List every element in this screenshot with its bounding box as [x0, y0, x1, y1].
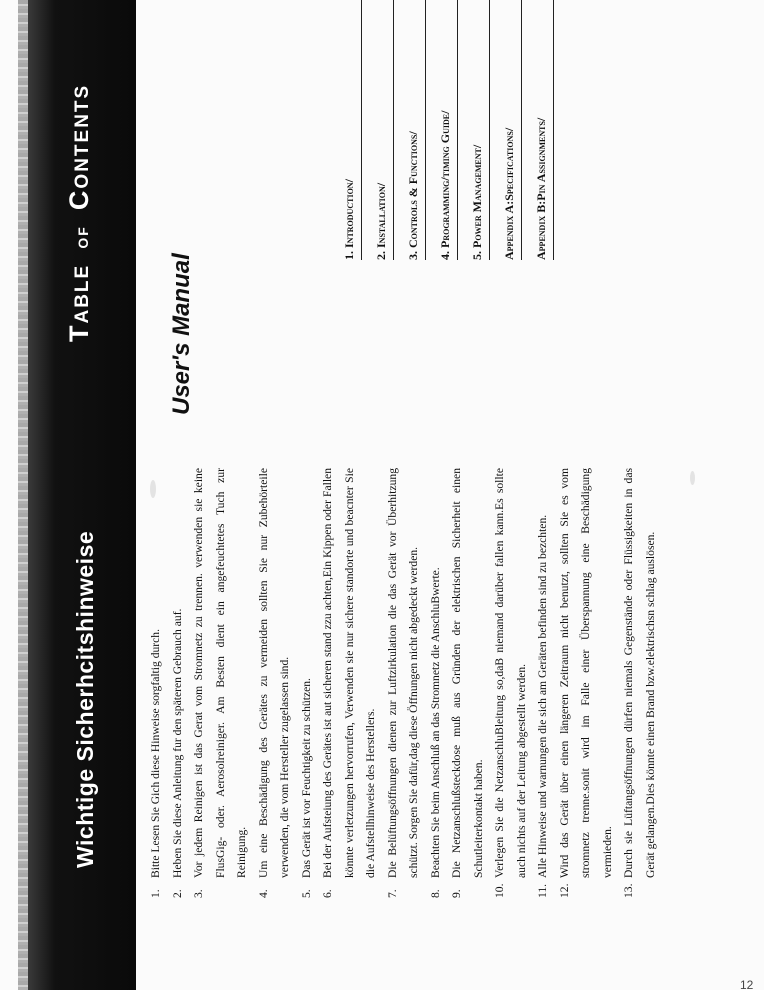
safety-note-item	[145, 468, 167, 898]
safety-note-number: 9.	[450, 889, 463, 898]
toc-list	[330, 0, 554, 260]
safety-notes-list	[145, 468, 661, 898]
toc-title	[64, 84, 95, 342]
safety-note-item	[167, 468, 189, 898]
safety-note-item	[382, 468, 425, 898]
safety-note-text: Die Belüftungsöffnungen dienen zur Luftzirkulation die das Gerät vor Überhitzung schützt. Sorgen Sie dafür,dag diese Öffnungen nicht abgedeckt werden.	[385, 468, 420, 878]
safety-note-text: Die Netzanschlußsteckdose muß aus Gründen der elektrischen Sicherheit einen Schutleiterkontakt haben.	[450, 468, 485, 878]
safety-note-text: Verlegen Sie die NetzanschluBleitung so,daB niemand darüber fallen kann.Es sollte auch nichts auf der Leitung abgestellt werden.	[493, 468, 528, 878]
safety-note-text: Beachten Sie beim Anschluß an das Stromnetz die AnschluBwerte.	[428, 567, 442, 878]
scan-scuff	[690, 471, 695, 485]
safety-note-text: Das Gerät ist vor Feuchtigkeit zu schützen.	[299, 678, 313, 878]
safety-note-item	[532, 468, 554, 898]
manual-title: User's Manual	[168, 253, 195, 415]
toc-entry[interactable]: 3. Controls & Functions/	[394, 0, 426, 260]
safety-note-text: Um eine Beschädigung des Gerätes zu vermeiden sollten Sie nur Zubehörteile verwenden, die vom Hersteller zugelassen sind.	[256, 468, 291, 878]
toc-entry[interactable]: 1. Introduction/	[330, 0, 362, 260]
toc-title-word-3: Contents	[64, 83, 94, 211]
safety-note-text: Vor jedem Reinigen ist das Gerat vom Stromnetz zu trennen. verwenden sie keine FlusGig- oder. Aerosolreiniger. Am Besten dient ein angefeuchtetes Tuch zur Reinigung.	[192, 468, 248, 878]
safety-note-item	[317, 468, 382, 898]
safety-note-number: 4.	[256, 889, 270, 898]
safety-note-number: 11.	[536, 883, 549, 898]
safety-note-text: Alle Hinweise und warnungen die sich am Geräten befinden sind zu bezchten.	[536, 514, 549, 878]
scan-scuff	[150, 480, 156, 498]
toc-title-word-2: of	[71, 225, 93, 249]
page-number: 12	[740, 978, 754, 992]
safety-title: Wichtige Sicherhcitshinweise	[72, 530, 98, 868]
safety-note-number: 1.	[149, 889, 162, 898]
safety-note-number: 10.	[493, 883, 506, 898]
toc-title-word-1: Table	[64, 263, 94, 342]
safety-note-number: 8.	[428, 889, 442, 898]
safety-note-text: Wird das Gerät über einen längeren Zeitraum nicht benutzt, sollten Sie es vom stromnetz trenne.sonit wird im Falle einer Überspannung eine Beschädigung vermieden.	[557, 468, 614, 878]
safety-note-number: 6.	[321, 889, 334, 898]
safety-note-item	[425, 468, 447, 898]
safety-note-item	[446, 468, 489, 898]
safety-note-number: 12.	[557, 883, 571, 898]
safety-note-item	[489, 468, 532, 898]
toc-entry[interactable]: 4. Programming/timing Guide/	[426, 0, 458, 260]
safety-note-text: Bei der Aufsteiung des Gerätes ist aut sicheren stand zzu achten,Ein Kippen oder Fallen könnte verletzungen hervorrufen, Verwenden sie nur sichere standorte und beacnter Sie die Aufstellhinweise des Herstellers.	[321, 468, 377, 878]
safety-note-number: 13.	[622, 883, 635, 898]
safety-note-item	[296, 468, 318, 898]
toc-entry[interactable]: 2. Installation/	[362, 0, 394, 260]
safety-note-text: Durch sie Lüftangsöffnungen dürfen niemals Gegenstände oder Flüssigkeiten in das Gerät gelangen.Dies könnte einen Brand bzw.elektrischsn schlag auslösen.	[622, 468, 657, 878]
safety-note-number: 7.	[385, 889, 399, 898]
safety-note-item	[188, 468, 253, 898]
safety-note-item	[618, 468, 661, 898]
toc-entry[interactable]: 5. Power Management/	[458, 0, 490, 260]
safety-note-number: 2.	[170, 889, 184, 898]
safety-note-item	[554, 468, 619, 898]
safety-note-item	[253, 468, 296, 898]
toc-entry[interactable]: Appendix B:Pin Assignments/	[522, 0, 554, 260]
safety-note-number: 3.	[192, 889, 205, 898]
toc-entry[interactable]: Appendix A:Specifications/	[490, 0, 522, 260]
safety-note-number: 5.	[299, 889, 313, 898]
safety-note-text: Bitte Lesen Sie Gich diese Hinweise sorgfaltig durch.	[149, 629, 162, 878]
safety-note-text: Heben Sie diese Anleitung fur den späteren Gebrauch auf.	[170, 608, 184, 878]
